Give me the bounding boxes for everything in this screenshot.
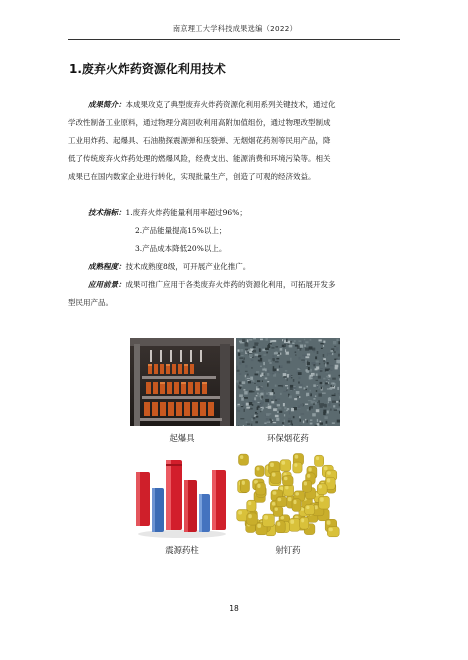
caption-firework-powder: 环保烟花药 (267, 433, 309, 443)
tech-item-1: 1.废弃火炸药能量利用率超过96%； (125, 208, 247, 217)
summary-line-3: 工业用炸药、起爆具、石油勘探震源弹和压裂弹、无烟烟花药剂等民用产品，降 (68, 136, 331, 145)
maturity-label: 成熟程度： (88, 262, 126, 271)
tech-indicators (88, 204, 400, 258)
photo-firework-powder (236, 338, 340, 426)
summary-line-4: 低了传统废弃火炸药处理的燃爆风险，经费支出、能源消费和环境污染等。相关 (68, 154, 331, 163)
photo-nail-gun-powder (236, 450, 340, 538)
application-line-2: 型民用产品。 (68, 298, 113, 307)
caption-seismic-charge: 震源药柱 (165, 545, 199, 555)
maturity-paragraph (88, 258, 400, 276)
tech-item-3: 3.产品成本降低20%以上。 (135, 244, 227, 253)
section-title: 1.废弃火炸药资源化利用技术 (69, 62, 226, 76)
summary-label: 成果简介： (88, 100, 126, 109)
page-header: 南京理工大学科技成果选编（2022） (172, 24, 298, 33)
summary-line-2: 学改性制备工业原料，通过物理分离回收利用高附加值组份，通过物理改型制成 (68, 118, 331, 127)
summary-line-5: 成果已在国内数家企业进行转化，实现批量生产，创造了可观的经济效益。 (68, 172, 316, 181)
application-line-1: 成果可推广应用于各类废弃火炸药的资源化利用，可拓展开发多 (125, 280, 336, 289)
maturity-text: 技术成熟度8级，可开展产业化推广。 (125, 262, 251, 271)
photo-detonator (130, 338, 234, 426)
tech-item-2: 2.产品能量提高15%以上； (135, 226, 227, 235)
application-paragraph (68, 276, 400, 312)
caption-detonator: 起爆具 (169, 433, 195, 443)
header-rule (68, 39, 400, 40)
tech-label: 技术指标： (88, 208, 126, 217)
summary-line-1: 本成果攻克了典型废弃火炸药资源化利用系列关键技术，通过化 (125, 100, 336, 109)
application-label: 应用前景： (88, 280, 126, 289)
summary-paragraph (68, 96, 400, 186)
caption-nail-gun-powder: 射钉药 (275, 545, 301, 555)
page-number: 18 (229, 604, 239, 613)
photo-seismic-charge (130, 450, 234, 538)
